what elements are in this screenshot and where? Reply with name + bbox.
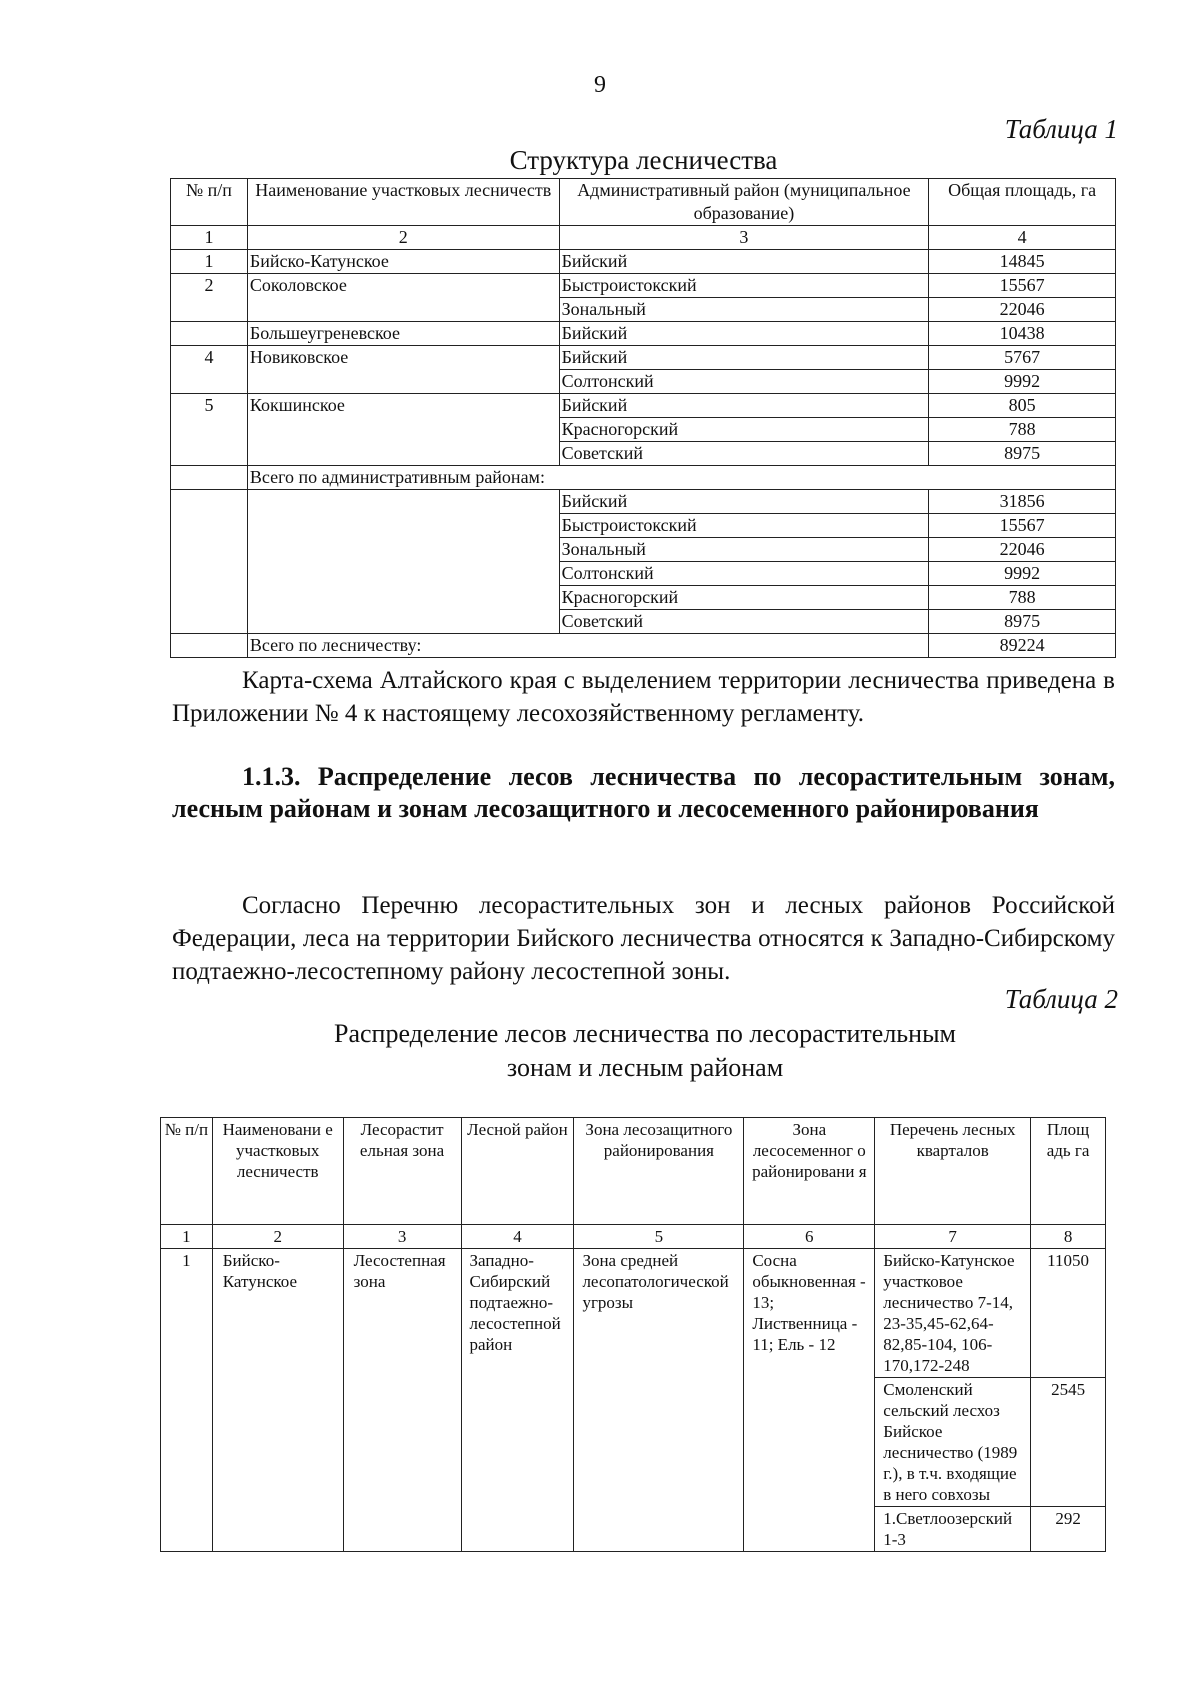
table-row — [171, 298, 1116, 322]
by-district-label: Всего по административным районам: — [247, 466, 1115, 490]
distribution-table — [160, 1117, 1106, 1552]
table-row — [171, 442, 1116, 466]
row-num: 1 — [171, 250, 248, 274]
district-name: Бийский — [559, 394, 929, 418]
table-row — [171, 394, 1116, 418]
empty-cell — [171, 538, 248, 562]
table-2-title-line-2: зонам и лесным районам — [506, 1053, 784, 1082]
empty-cell — [247, 610, 559, 634]
forestry-name: Соколовское — [247, 274, 559, 298]
table-row — [171, 250, 1116, 274]
by-district-label-row — [171, 466, 1116, 490]
area-value: 5767 — [929, 346, 1116, 370]
vegetation-zone: Лесостепная зона — [343, 1249, 461, 1552]
empty-cell — [247, 562, 559, 586]
column-number-row — [161, 1225, 1106, 1249]
header-cell: Лесорастит ельная зона — [343, 1118, 461, 1225]
row-num — [171, 370, 248, 394]
quarters-list: Бийско-Катунское участковое лесничество 7-14, 23-35,45-62,64-82,85-104, 106-170,172-248 — [875, 1249, 1031, 1378]
col-number: 2 — [212, 1225, 343, 1249]
district-name: Красногорский — [559, 586, 929, 610]
zones-paragraph: Согласно Перечню лесорастительных зон и лесных районов Российской Федерации, леса на территории Бийского лесничества относятся к Западно-Сибирскому подтаежно-лесостепному району лесостепной зоны. — [172, 892, 1115, 985]
quarters-list: Смоленский сельский лесхоз Бийское лесничество (1989 г.), в т.ч. входящие в него совхозы — [875, 1378, 1031, 1507]
row-num: 5 — [171, 394, 248, 418]
empty-cell — [247, 514, 559, 538]
table-row — [171, 322, 1116, 346]
empty-cell — [247, 490, 559, 514]
forestry-name — [247, 418, 559, 442]
district-name: Бийский — [559, 250, 929, 274]
table-row — [171, 346, 1116, 370]
header-cell: Наименовани е участковых лесничеств — [212, 1118, 343, 1225]
header-cell: Лесной район — [461, 1118, 574, 1225]
header-cell: Площ адь га — [1031, 1118, 1106, 1225]
table-2-title-line-1: Распределение лесов лесничества по лесорастительным — [334, 1019, 956, 1048]
empty-cell — [247, 538, 559, 562]
empty-cell — [171, 634, 248, 658]
forestry-name: Бийско-Катунское — [212, 1249, 343, 1552]
table-1-title: Структура лесничества — [509, 145, 778, 175]
header-cell: № п/п — [171, 179, 248, 226]
table-header-row — [161, 1118, 1106, 1225]
empty-cell — [171, 610, 248, 634]
district-total-row — [171, 586, 1116, 610]
page-number: 9 — [594, 72, 606, 98]
quarters-list: 1.Светлоозерский 1-3 — [875, 1507, 1031, 1552]
district-name: Зональный — [559, 538, 929, 562]
row-num — [171, 442, 248, 466]
area-value: 805 — [929, 394, 1116, 418]
column-number-row — [171, 226, 1116, 250]
empty-cell — [171, 562, 248, 586]
col-number: 1 — [161, 1225, 213, 1249]
district-total-row — [171, 610, 1116, 634]
table-row — [171, 274, 1116, 298]
district-name: Солтонский — [559, 370, 929, 394]
area-value: 788 — [929, 586, 1116, 610]
district-name: Бийский — [559, 346, 929, 370]
total-area: 89224 — [929, 634, 1116, 658]
district-name: Быстроистокский — [559, 274, 929, 298]
header-cell: № п/п — [161, 1118, 213, 1225]
area-value: 8975 — [929, 610, 1116, 634]
forestry-name: Бийско-Катунское — [247, 250, 559, 274]
empty-cell — [171, 490, 248, 514]
col-number: 3 — [559, 226, 929, 250]
area-value: 2545 — [1031, 1378, 1106, 1507]
total-label: Всего по лесничеству: — [247, 634, 928, 658]
row-num: 4 — [171, 346, 248, 370]
area-value: 22046 — [929, 298, 1116, 322]
header-cell: Административный район (муниципальное образование) — [559, 179, 929, 226]
col-number: 3 — [343, 1225, 461, 1249]
col-number: 4 — [929, 226, 1116, 250]
area-value: 11050 — [1031, 1249, 1106, 1378]
protection-zone: Зона средней лесопатологической угрозы — [574, 1249, 744, 1552]
district-name: Бийский — [559, 490, 929, 514]
district-total-row — [171, 562, 1116, 586]
district-name: Зональный — [559, 298, 929, 322]
map-note: Карта-схема Алтайского края с выделением территории лесничества приведена в Приложении № 4 к настоящему лесохозяйственному регламенту. — [172, 667, 1115, 727]
row-num: 2 — [171, 274, 248, 298]
district-name: Советский — [559, 610, 929, 634]
forest-district: Западно-Сибирский подтаежно-лесостепной район — [461, 1249, 574, 1552]
row-num — [171, 298, 248, 322]
structure-table — [170, 178, 1116, 658]
table-header-row — [171, 179, 1116, 226]
col-number: 5 — [574, 1225, 744, 1249]
district-name: Бийский — [559, 322, 929, 346]
forestry-name: Кокшинское — [247, 394, 559, 418]
header-cell: Зона лесозащитного районирования — [574, 1118, 744, 1225]
forestry-name — [247, 298, 559, 322]
forestry-name — [247, 370, 559, 394]
area-value: 9992 — [929, 370, 1116, 394]
header-cell: Перечень лесных кварталов — [875, 1118, 1031, 1225]
table-row — [171, 370, 1116, 394]
col-number: 4 — [461, 1225, 574, 1249]
table-2-title — [0, 1017, 1200, 1085]
table-1-caption: Таблица 1 — [1004, 114, 1118, 144]
table-row — [161, 1249, 1106, 1378]
row-num — [171, 322, 248, 346]
header-cell: Зона лесосеменног о районировани я — [744, 1118, 875, 1225]
area-value: 8975 — [929, 442, 1116, 466]
empty-cell — [171, 466, 248, 490]
area-value: 22046 — [929, 538, 1116, 562]
area-value: 15567 — [929, 514, 1116, 538]
area-value: 788 — [929, 418, 1116, 442]
district-name: Советский — [559, 442, 929, 466]
forestry-name: Большеугреневское — [247, 322, 559, 346]
forestry-name: Новиковское — [247, 346, 559, 370]
col-number: 6 — [744, 1225, 875, 1249]
empty-cell — [171, 514, 248, 538]
area-value: 31856 — [929, 490, 1116, 514]
row-num: 1 — [161, 1249, 213, 1552]
district-name: Быстроистокский — [559, 514, 929, 538]
section-heading: 1.1.3. Распределение лесов лесничества по лесорастительным зонам, лесным районам и зонам лесозащитного и лесосеменного районирования — [172, 762, 1115, 823]
table-2-caption: Таблица 2 — [1004, 984, 1118, 1014]
col-number: 7 — [875, 1225, 1031, 1249]
empty-cell — [171, 586, 248, 610]
district-name: Красногорский — [559, 418, 929, 442]
table-row — [171, 418, 1116, 442]
district-total-row — [171, 490, 1116, 514]
district-total-row — [171, 538, 1116, 562]
total-row — [171, 634, 1116, 658]
col-number: 2 — [247, 226, 559, 250]
empty-cell — [247, 586, 559, 610]
area-value: 292 — [1031, 1507, 1106, 1552]
area-value: 9992 — [929, 562, 1116, 586]
area-value: 10438 — [929, 322, 1116, 346]
col-number: 8 — [1031, 1225, 1106, 1249]
district-name: Солтонский — [559, 562, 929, 586]
header-cell: Наименование участковых лесничеств — [247, 179, 559, 226]
header-cell: Общая площадь, га — [929, 179, 1116, 226]
forestry-name — [247, 442, 559, 466]
col-number: 1 — [171, 226, 248, 250]
row-num — [171, 418, 248, 442]
area-value: 15567 — [929, 274, 1116, 298]
district-total-row — [171, 514, 1116, 538]
seed-zone: Сосна обыкновенная - 13; Лиственница - 11; Ель - 12 — [744, 1249, 875, 1552]
area-value: 14845 — [929, 250, 1116, 274]
